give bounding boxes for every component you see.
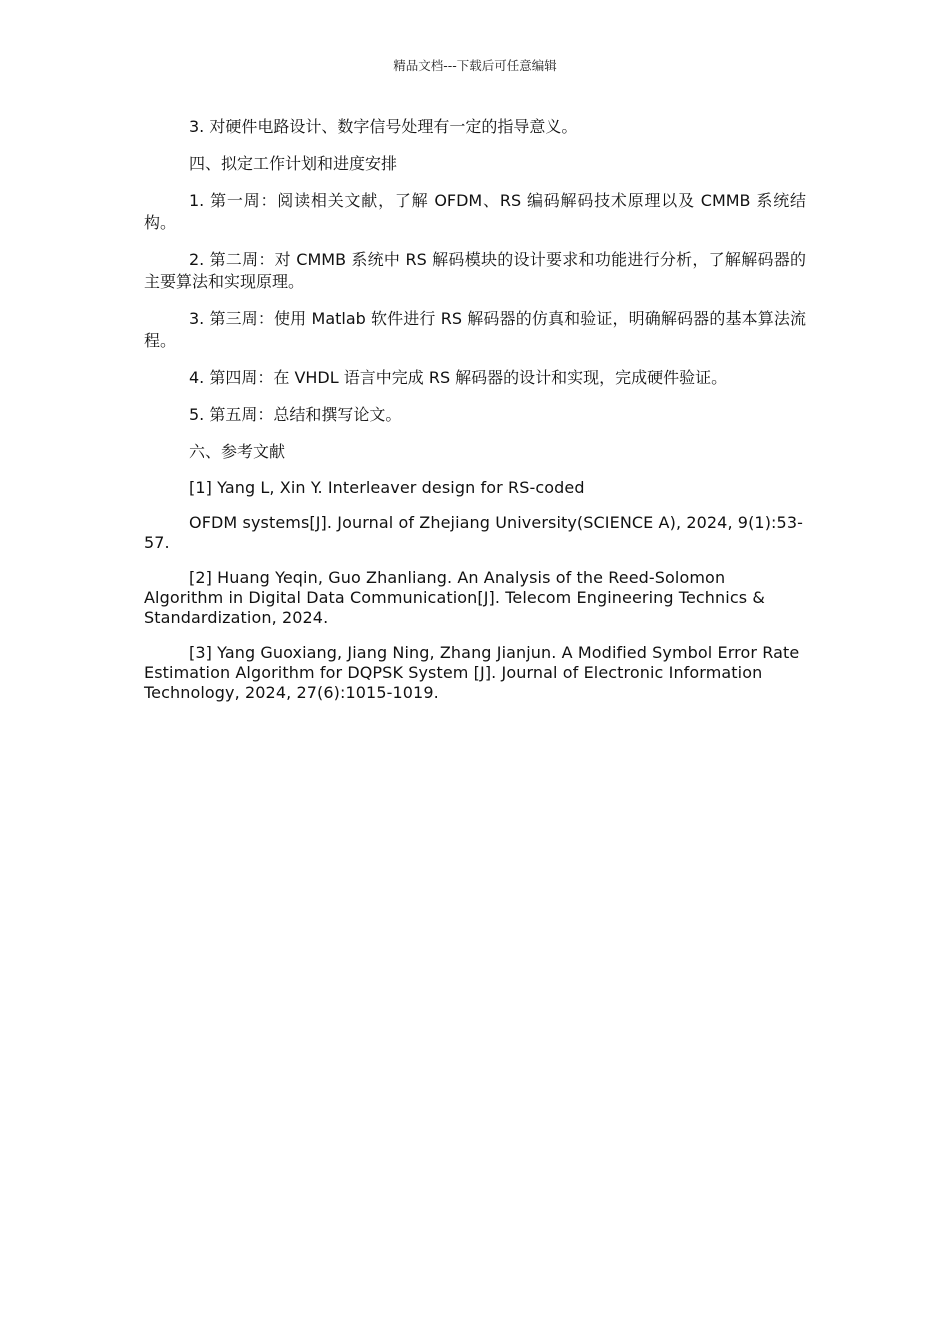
- reference-2: [2] Huang Yeqin, Guo Zhanliang. An Analysis of the Reed-Solomon Algorithm in Digital Data Communication[J]. Telecom Engineering Technics & Standardization, 2024.: [144, 568, 765, 627]
- section-heading-work-plan: 四、拟定工作计划和进度安排: [189, 154, 398, 173]
- plan-week-5: 5. 第五周：总结和撰写论文。: [189, 405, 402, 424]
- reference-1-line-2: OFDM systems[J]. Journal of Zhejiang University(SCIENCE A), 2024, 9(1):53-57.: [144, 513, 803, 552]
- plan-week-3: 3. 第三周：使用 Matlab 软件进行 RS 解码器的仿真和验证，明确解码器的基本算法流程。: [144, 309, 806, 350]
- page-header: 精品文档---下载后可任意编辑: [393, 58, 557, 73]
- reference-1-line-1: [1] Yang L, Xin Y. Interleaver design for RS-coded: [189, 478, 585, 497]
- plan-week-4: 4. 第四周：在 VHDL 语言中完成 RS 解码器的设计和实现，完成硬件验证。: [189, 368, 728, 387]
- plan-week-2: 2. 第二周：对 CMMB 系统中 RS 解码模块的设计要求和功能进行分析，了解解码器的主要算法和实现原理。: [144, 250, 806, 291]
- section-heading-references: 六、参考文献: [189, 442, 286, 461]
- paragraph-significance-3: 3. 对硬件电路设计、数字信号处理有一定的指导意义。: [189, 117, 578, 136]
- reference-3: [3] Yang Guoxiang, Jiang Ning, Zhang Jianjun. A Modified Symbol Error Rate Estimation Algorithm for DQPSK System [J]. Journal of Electronic Information Technology, 2024, 27(6):1015-1019.: [144, 643, 800, 702]
- document-body: [144, 116, 806, 718]
- plan-week-1: 1. 第一周：阅读相关文献，了解 OFDM、RS 编码解码技术原理以及 CMMB 系统结构。: [144, 191, 806, 232]
